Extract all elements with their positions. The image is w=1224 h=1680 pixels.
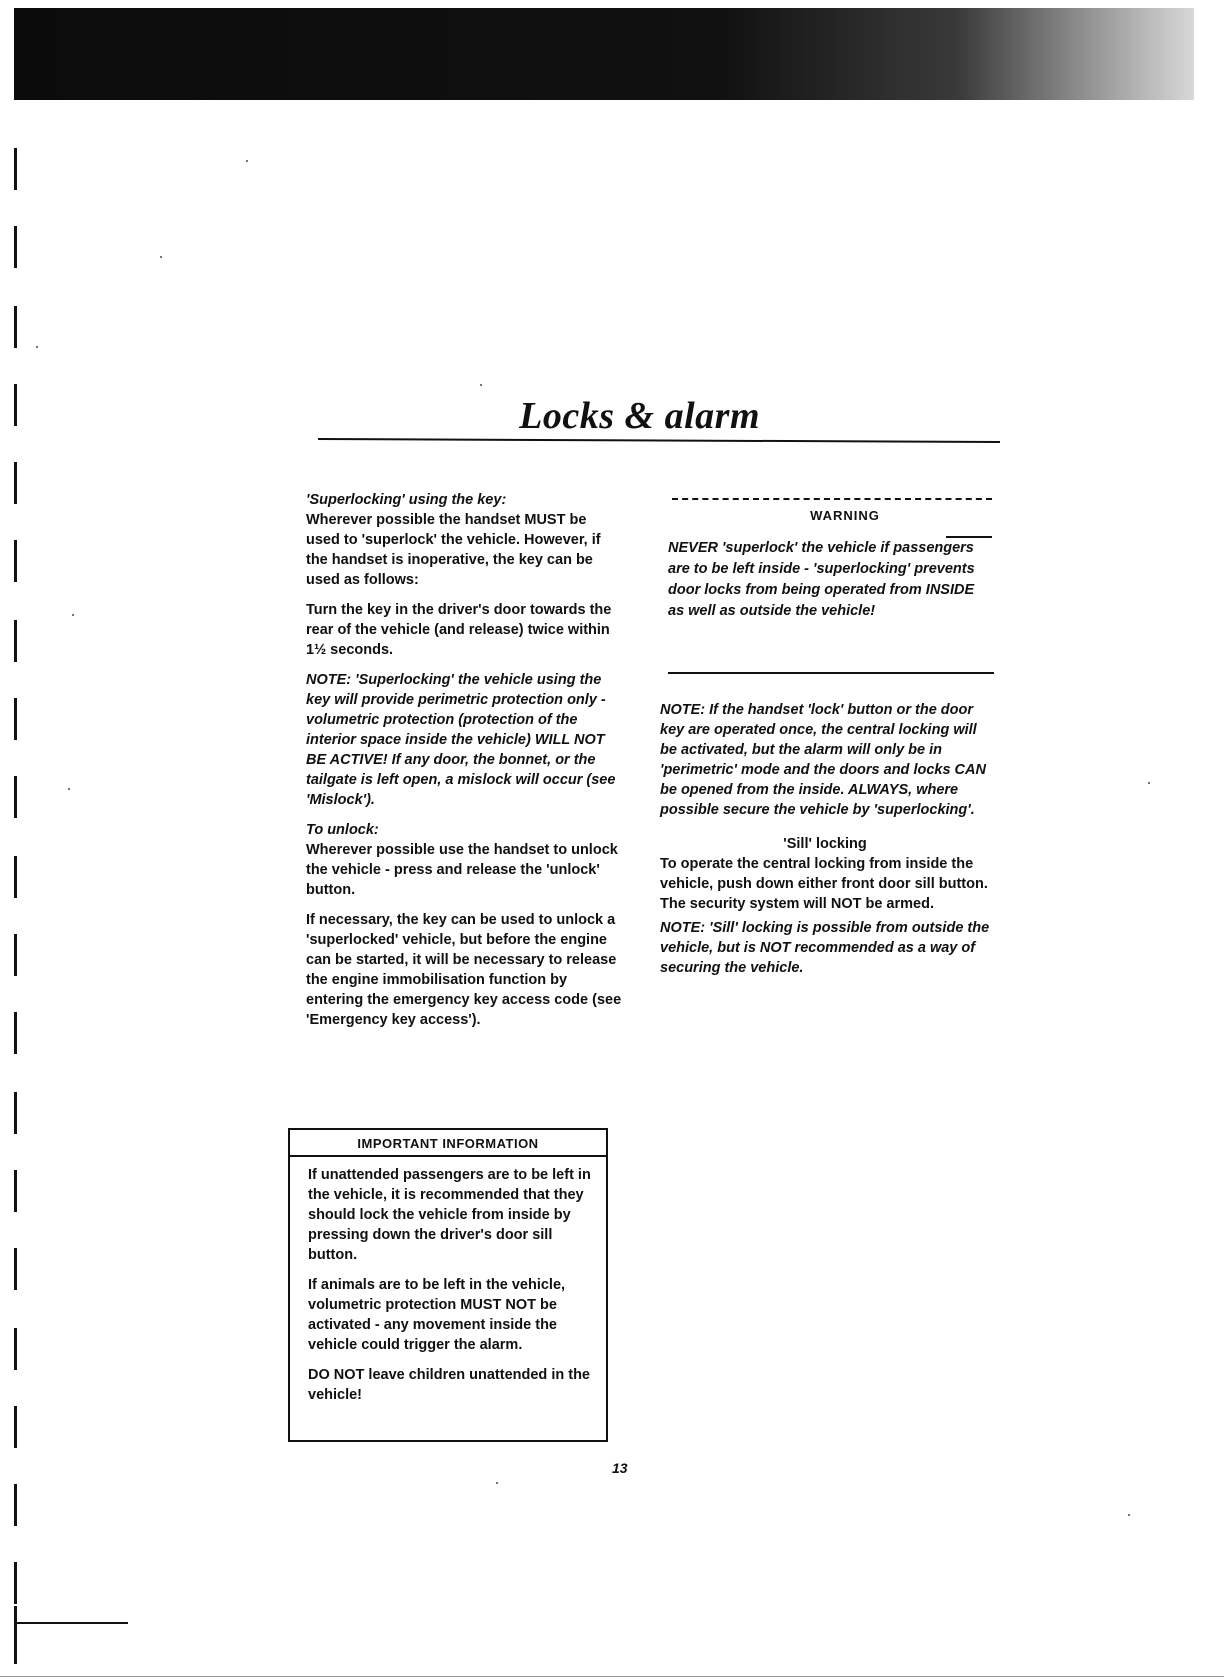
important-information-heading: IMPORTANT INFORMATION (290, 1130, 606, 1157)
margin-mark (14, 620, 17, 662)
warning-heading: WARNING (810, 508, 880, 523)
margin-mark (14, 306, 17, 348)
warning-top-rule (672, 498, 992, 502)
margin-mark (14, 1092, 17, 1134)
margin-mark (14, 934, 17, 976)
superlocking-intro: Wherever possible the handset MUST be used to 'superlock' the vehicle. However, if the handset is inoperative, the key can be used as follows: (306, 512, 601, 588)
superlocking-note: NOTE: 'Superlocking' the vehicle using the key will provide perimetric protection only - volumetric protection (protection of the interior space inside the vehicle) WILL NOT BE ACTIVE! If any door, the bonnet, or the tailgate is left open, a mislock will occur (see 'Mislock'). (306, 672, 616, 808)
lock-once-note: NOTE: If the handset 'lock' button or the door key are operated once, the central locking will be activated, but the alarm will only be in 'perimetric' mode and the doors and locks CAN be opened from the inside. ALWAYS, where possible secure the vehicle by 'superlocking'. (660, 702, 986, 818)
margin-mark (14, 1328, 17, 1370)
margin-mark (14, 226, 17, 268)
page-number: 13 (612, 1460, 628, 1476)
scan-speck (68, 788, 70, 790)
scan-speck (36, 346, 38, 348)
scan-speck (480, 384, 482, 386)
bottom-mark (14, 1622, 128, 1624)
scan-speck (160, 256, 162, 258)
margin-mark (14, 462, 17, 504)
margin-mark (14, 540, 17, 582)
margin-mark (14, 698, 17, 740)
scan-speck (72, 614, 74, 616)
page-edge-line (0, 1676, 1224, 1677)
info-children: DO NOT leave children unattended in the vehicle! (308, 1367, 590, 1403)
info-passengers: If unattended passengers are to be left in the vehicle, it is recommended that they should lock the vehicle from inside by pressing down the driver's door sill button. (308, 1167, 591, 1263)
margin-mark (14, 1170, 17, 1212)
scan-speck (496, 1482, 498, 1484)
left-column (306, 490, 624, 1040)
scan-speck (1148, 782, 1150, 784)
scan-speck (1128, 1514, 1130, 1516)
warning-bottom-rule (668, 672, 994, 674)
security-not-armed: The security system will NOT be armed. (660, 896, 934, 912)
page-title: Locks & alarm (519, 395, 760, 437)
superlocking-heading: 'Superlocking' using the key: (306, 492, 507, 508)
unlock-handset: Wherever possible use the handset to unlock the vehicle - press and release the 'unlock' button. (306, 842, 618, 898)
unlock-heading: To unlock: (306, 822, 379, 838)
margin-mark (14, 1484, 17, 1526)
margin-mark (14, 384, 17, 426)
important-information-box (288, 1128, 608, 1442)
page-header-bar (14, 8, 1194, 100)
margin-mark (14, 1248, 17, 1290)
margin-mark (14, 1012, 17, 1054)
sill-locking-note: NOTE: 'Sill' locking is possible from outside the vehicle, but is NOT recommended as a way of securing the vehicle. (660, 920, 990, 976)
margin-mark (14, 148, 17, 190)
title-rule (318, 438, 1000, 443)
sill-locking-heading: 'Sill' locking (783, 836, 867, 852)
warning-text: NEVER 'superlock' the vehicle if passengers are to be left inside - 'superlocking' prevents door locks from being operated from INSIDE as well as outside the vehicle! (668, 540, 975, 619)
scan-speck (246, 160, 248, 162)
margin-mark (14, 1606, 17, 1664)
unlock-key: If necessary, the key can be used to unlock a 'superlocked' vehicle, but before the engine can be started, it will be necessary to release the engine immobilisation function by entering the emergency key access code (see 'Emergency key access'). (306, 912, 622, 1028)
margin-mark (14, 856, 17, 898)
important-information-body (290, 1157, 606, 1405)
margin-mark (14, 1406, 17, 1448)
margin-mark (14, 1562, 17, 1604)
sill-locking-instructions: To operate the central locking from inside the vehicle, push down either front door sill button. (660, 856, 988, 892)
right-column (660, 700, 990, 988)
info-animals: If animals are to be left in the vehicle, volumetric protection MUST NOT be activated - any movement inside the vehicle could trigger the alarm. (308, 1277, 566, 1353)
margin-mark (14, 776, 17, 818)
superlocking-instructions: Turn the key in the driver's door towards the rear of the vehicle (and release) twice within 1½ seconds. (306, 602, 612, 658)
